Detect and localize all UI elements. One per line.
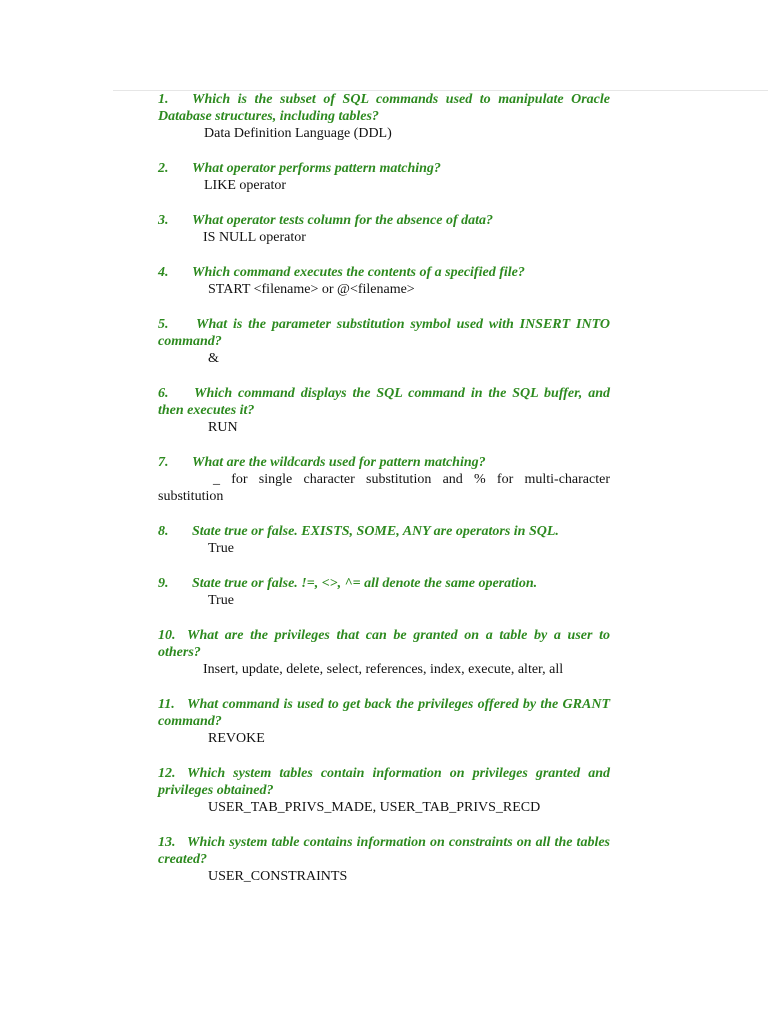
answer: Insert, update, delete, select, references, index, execute, alter, all: [203, 662, 564, 677]
answer: &: [208, 351, 219, 366]
question: [158, 212, 610, 229]
question: [158, 385, 610, 419]
question-number: 13.: [158, 835, 176, 850]
qa-item: [158, 696, 610, 747]
question-number: 4.: [158, 265, 169, 280]
answer: Data Definition Language (DDL): [204, 126, 392, 141]
question-text: State true or false. !=, <>, ^= all denote the same operation.: [192, 576, 538, 591]
question-text: Which system table contains information on constraints on all the tables created?: [158, 835, 610, 867]
answer: START <filename> or @<filename>: [208, 282, 415, 297]
qa-item: [158, 765, 610, 816]
qa-list: [158, 91, 610, 885]
question: [158, 696, 610, 730]
answer: True: [208, 593, 234, 608]
question-text: Which command executes the contents of a specified file?: [192, 265, 525, 280]
question: [158, 834, 610, 868]
answer: RUN: [208, 420, 238, 435]
question-number: 9.: [158, 576, 169, 591]
answer: [158, 471, 610, 505]
question-text: What is the parameter substitution symbol used with INSERT INTO command?: [158, 317, 610, 349]
qa-item: [158, 385, 610, 436]
question-text: What are the wildcards used for pattern matching?: [192, 455, 486, 470]
question: [158, 765, 610, 799]
question-text: Which is the subset of SQL commands used to manipulate Oracle Database structures, including tables?: [158, 92, 610, 124]
question-number: 10.: [158, 628, 176, 643]
qa-item: [158, 454, 610, 505]
question-number: 5.: [158, 317, 169, 332]
question-text: Which system tables contain information on privileges granted and privileges obtained?: [158, 766, 610, 798]
answer: USER_CONSTRAINTS: [208, 869, 348, 884]
question-text: What command is used to get back the privileges offered by the GRANT command?: [158, 697, 610, 729]
answer: True: [208, 541, 234, 556]
qa-item: [158, 834, 610, 885]
answer-text: _ for single character substitution and % for multi-character substitution: [158, 472, 610, 504]
qa-item: [158, 264, 610, 298]
question-text: What are the privileges that can be granted on a table by a user to others?: [158, 628, 610, 660]
question: [158, 575, 610, 592]
question-number: 2.: [158, 161, 169, 176]
question-text: Which command displays the SQL command in the SQL buffer, and then executes it?: [158, 386, 610, 418]
answer: IS NULL operator: [203, 230, 306, 245]
question: [158, 316, 610, 350]
question: [158, 454, 610, 471]
answer: USER_TAB_PRIVS_MADE, USER_TAB_PRIVS_RECD: [208, 800, 541, 815]
question-text: State true or false. EXISTS, SOME, ANY are operators in SQL.: [192, 524, 559, 539]
qa-item: [158, 523, 610, 557]
qa-item: [158, 212, 610, 246]
answer: REVOKE: [208, 731, 265, 746]
question-text: What operator performs pattern matching?: [192, 161, 441, 176]
qa-item: [158, 575, 610, 609]
question-number: 7.: [158, 455, 169, 470]
answer: LIKE operator: [204, 178, 287, 193]
question: [158, 627, 610, 661]
question-number: 1.: [158, 92, 169, 107]
question-number: 12.: [158, 766, 176, 781]
question-number: 3.: [158, 213, 169, 228]
question-number: 11.: [158, 697, 175, 712]
question: [158, 91, 610, 125]
question-number: 8.: [158, 524, 169, 539]
qa-item: [158, 316, 610, 367]
question-number: 6.: [158, 386, 169, 401]
question: [158, 523, 610, 540]
question: [158, 264, 610, 281]
qa-item: [158, 160, 610, 194]
question: [158, 160, 610, 177]
qa-item: [158, 627, 610, 678]
question-text: What operator tests column for the absence of data?: [192, 213, 494, 228]
qa-item: [158, 91, 610, 142]
